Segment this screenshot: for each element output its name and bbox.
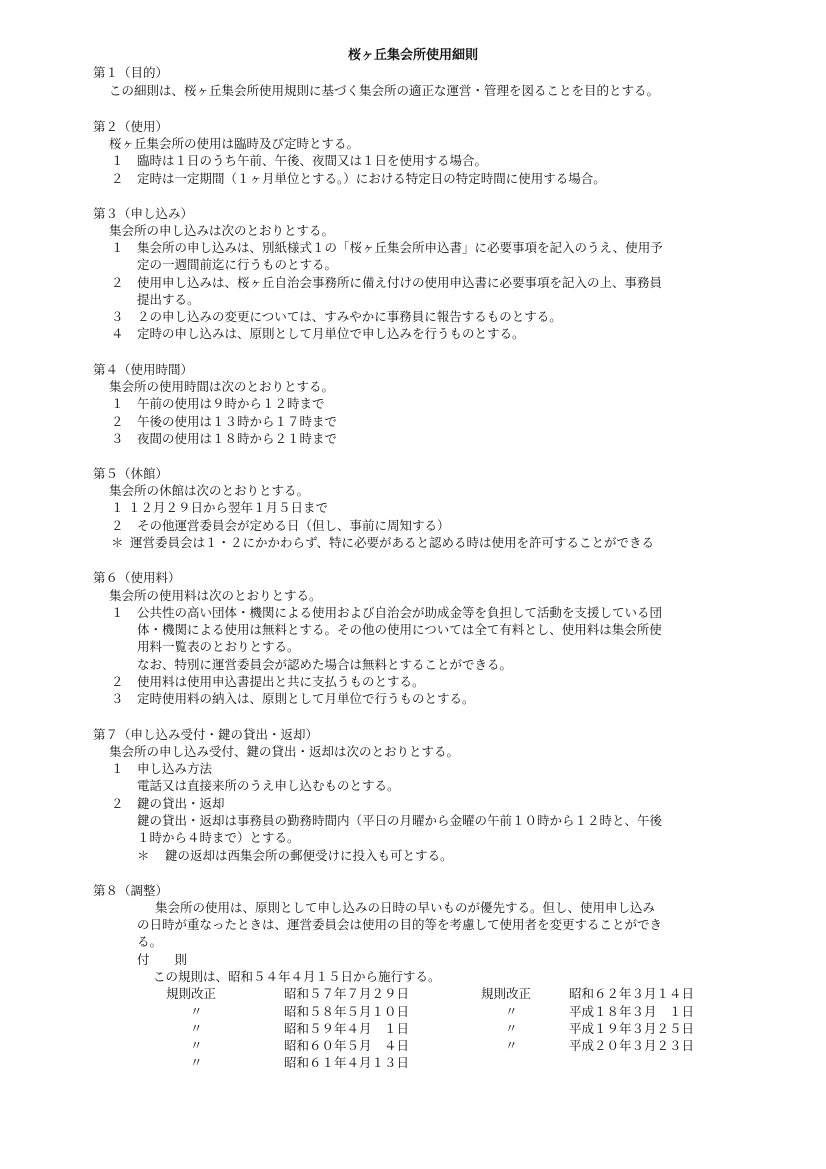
section-5-item-1-text: １２月２９日から翌年１月５日まで: [128, 500, 329, 515]
section-4-item-1-number: １: [111, 396, 124, 411]
section-2-heading: 第２（使用）: [93, 119, 169, 134]
section-3-item-1-number: １: [111, 240, 124, 255]
section-5-heading: 第５（休館）: [93, 466, 169, 481]
amendment-date: 平成２０年３月２３日: [569, 1038, 695, 1053]
amendment-date: 昭和６１年４月１３日: [284, 1055, 410, 1070]
section-6-heading: 第６（使用料）: [93, 570, 181, 585]
section-6-item-2-text: 使用料は使用申込書提出と共に支払うものとする。: [137, 674, 425, 689]
ditto-mark: 〃: [505, 1021, 518, 1036]
section-4-item-2-text: 午後の使用は１３時から１７時まで: [137, 414, 338, 429]
ditto-mark: 〃: [505, 1004, 518, 1019]
section-7-intro: 集会所の申し込み受付、鍵の貸出・返却は次のとおりとする。: [109, 744, 460, 759]
section-3-item-4-number: ４: [111, 326, 124, 341]
section-6-intro: 集会所の使用料は次のとおりとする。: [109, 588, 322, 603]
section-3-item-1-line-2: 定の一週間前迄に行うものとする。: [137, 257, 338, 272]
section-4-item-3-number: ３: [111, 431, 124, 446]
section-6-item-1-line-2: 体・機関による使用は無料とする。その他の使用については全て有料とし、使用料は集会所使: [137, 622, 662, 637]
section-2-intro: 桜ヶ丘集会所の使用は臨時及び定時とする。: [109, 136, 360, 151]
supplement-text: この規則は、昭和５４年４月１５日から施行する。: [153, 969, 441, 984]
section-4-item-3-text: 夜間の使用は１８時から２１時まで: [137, 431, 338, 446]
section-6-item-1-number: １: [111, 605, 124, 620]
ditto-mark: 〃: [190, 1021, 203, 1036]
section-5-note-star: ＊: [111, 535, 124, 550]
section-8-heading: 第８（調整）: [93, 883, 169, 898]
section-3-item-1-line-1: 集会所の申し込みは、別紙様式１の「桜ヶ丘集会所申込書」に必要事項を記入のうえ、使用予: [137, 240, 663, 255]
amendment-label: 規則改正: [481, 986, 532, 1001]
section-7-note-text: 鍵の返却は西集会所の郵便受けに投入も可とする。: [165, 848, 453, 863]
section-8-line-3: る。: [137, 934, 163, 949]
supplement-heading: 付 則: [137, 952, 188, 967]
section-4-heading: 第４（使用時間）: [93, 362, 194, 377]
section-2-item-2-number: ２: [111, 171, 124, 186]
section-6-item-1-line-4: なお、特別に運営委員会が認めた場合は無料とすることができる。: [137, 657, 513, 672]
section-7-item-2-title: 鍵の貸出・返却: [137, 796, 225, 811]
section-7-item-1-detail: 電話又は直接来所のうえ申し込むものとする。: [137, 778, 400, 793]
section-7-heading: 第７（申し込み受付・鍵の貸出・返却）: [93, 727, 319, 742]
section-3-item-2-line-2: 提出する。: [137, 292, 200, 307]
section-5-intro: 集会所の休館は次のとおりとする。: [109, 483, 310, 498]
section-7-item-2-detail-line-2: １時から４時まで）とする。: [137, 830, 300, 845]
section-7-note-star: ＊: [137, 848, 150, 863]
amendment-date: 平成１８年３月 １日: [569, 1004, 695, 1019]
section-3-item-4-text: 定時の申し込みは、原則として月単位で申し込みを行うものとする。: [137, 326, 525, 341]
section-6-item-1-line-3: 用料一覧表のとおりとする。: [137, 639, 300, 654]
section-2-item-1-number: １: [111, 153, 124, 168]
amendment-date: 昭和５９年４月 １日: [284, 1021, 410, 1036]
section-2-item-1-text: 臨時は１日のうち午前、午後、夜間又は１日を使用する場合。: [137, 153, 488, 168]
section-1-text: この細則は、桜ヶ丘集会所使用規則に基づく集会所の適正な運営・管理を図ることを目的とする。: [109, 83, 660, 98]
document-title: 桜ヶ丘集会所使用細則: [347, 48, 478, 63]
section-1-heading: 第１（目的）: [93, 65, 169, 80]
section-8-line-2: の日時が重なったときは、運営委員会は使用の目的等を考慮して使用者を変更することができ: [137, 917, 663, 932]
amendment-date: 昭和６２年３月１４日: [569, 986, 695, 1001]
amendment-date: 平成１９年３月２５日: [569, 1021, 695, 1036]
section-3-heading: 第３（申し込み）: [93, 206, 194, 221]
ditto-mark: 〃: [190, 1038, 203, 1053]
amendment-label: 規則改正: [166, 986, 217, 1001]
ditto-mark: 〃: [505, 1038, 518, 1053]
section-3-item-3-number: ３: [111, 309, 124, 324]
section-7-item-2-number: ２: [111, 796, 124, 811]
amendment-date: 昭和５７年７月２９日: [284, 986, 410, 1001]
section-4-item-2-number: ２: [111, 414, 124, 429]
section-4-item-1-text: 午前の使用は９時から１２時まで: [137, 396, 325, 411]
section-7-item-2-detail-line-1: 鍵の貸出・返却は事務員の勤務時間内（平日の月曜から金曜の午前１０時から１２時と、午後: [137, 813, 663, 828]
section-4-intro: 集会所の使用時間は次のとおりとする。: [109, 379, 335, 394]
section-3-item-2-line-1: 使用申し込みは、桜ヶ丘自治会事務所に備え付けの使用申込書に必要事項を記入の上、事務員: [137, 275, 663, 290]
section-5-item-1-number: １: [111, 500, 124, 515]
section-5-item-2-number: ２: [111, 518, 124, 533]
section-6-item-3-number: ３: [111, 691, 124, 706]
section-6-item-1-line-1: 公共性の高い団体・機関による使用および自治会が助成金等を負担して活動を支援している団: [137, 605, 663, 620]
section-3-intro: 集会所の申し込みは次のとおりとする。: [109, 223, 335, 238]
section-3-item-2-number: ２: [111, 275, 124, 290]
section-8-line-1: 集会所の使用は、原則として申し込みの日時の早いものが優先する。但し、使用申し込み: [155, 900, 656, 915]
section-3-item-3-text: ２の申し込みの変更については、すみやかに事務員に報告するものとする。: [137, 309, 562, 324]
section-7-item-1-number: １: [111, 761, 124, 776]
section-5-item-2-text: その他運営委員会が定める日（但し、事前に周知する）: [137, 518, 450, 533]
section-6-item-2-number: ２: [111, 674, 124, 689]
amendment-date: 昭和６０年５月 ４日: [284, 1038, 410, 1053]
section-6-item-3-text: 定時使用料の納入は、原則として月単位で行うものとする。: [137, 691, 475, 706]
section-2-item-2-text: 定時は一定期間（１ヶ月単位とする。）における特定日の特定時間に使用する場合。: [137, 171, 606, 186]
amendment-date: 昭和５８年５月１０日: [284, 1004, 410, 1019]
ditto-mark: 〃: [190, 1055, 203, 1070]
section-7-item-1-title: 申し込み方法: [137, 761, 213, 776]
section-5-note-text: 運営委員会は１・２にかかわらず、特に必要があると認める時は使用を許可することができる: [130, 535, 655, 550]
ditto-mark: 〃: [190, 1004, 203, 1019]
